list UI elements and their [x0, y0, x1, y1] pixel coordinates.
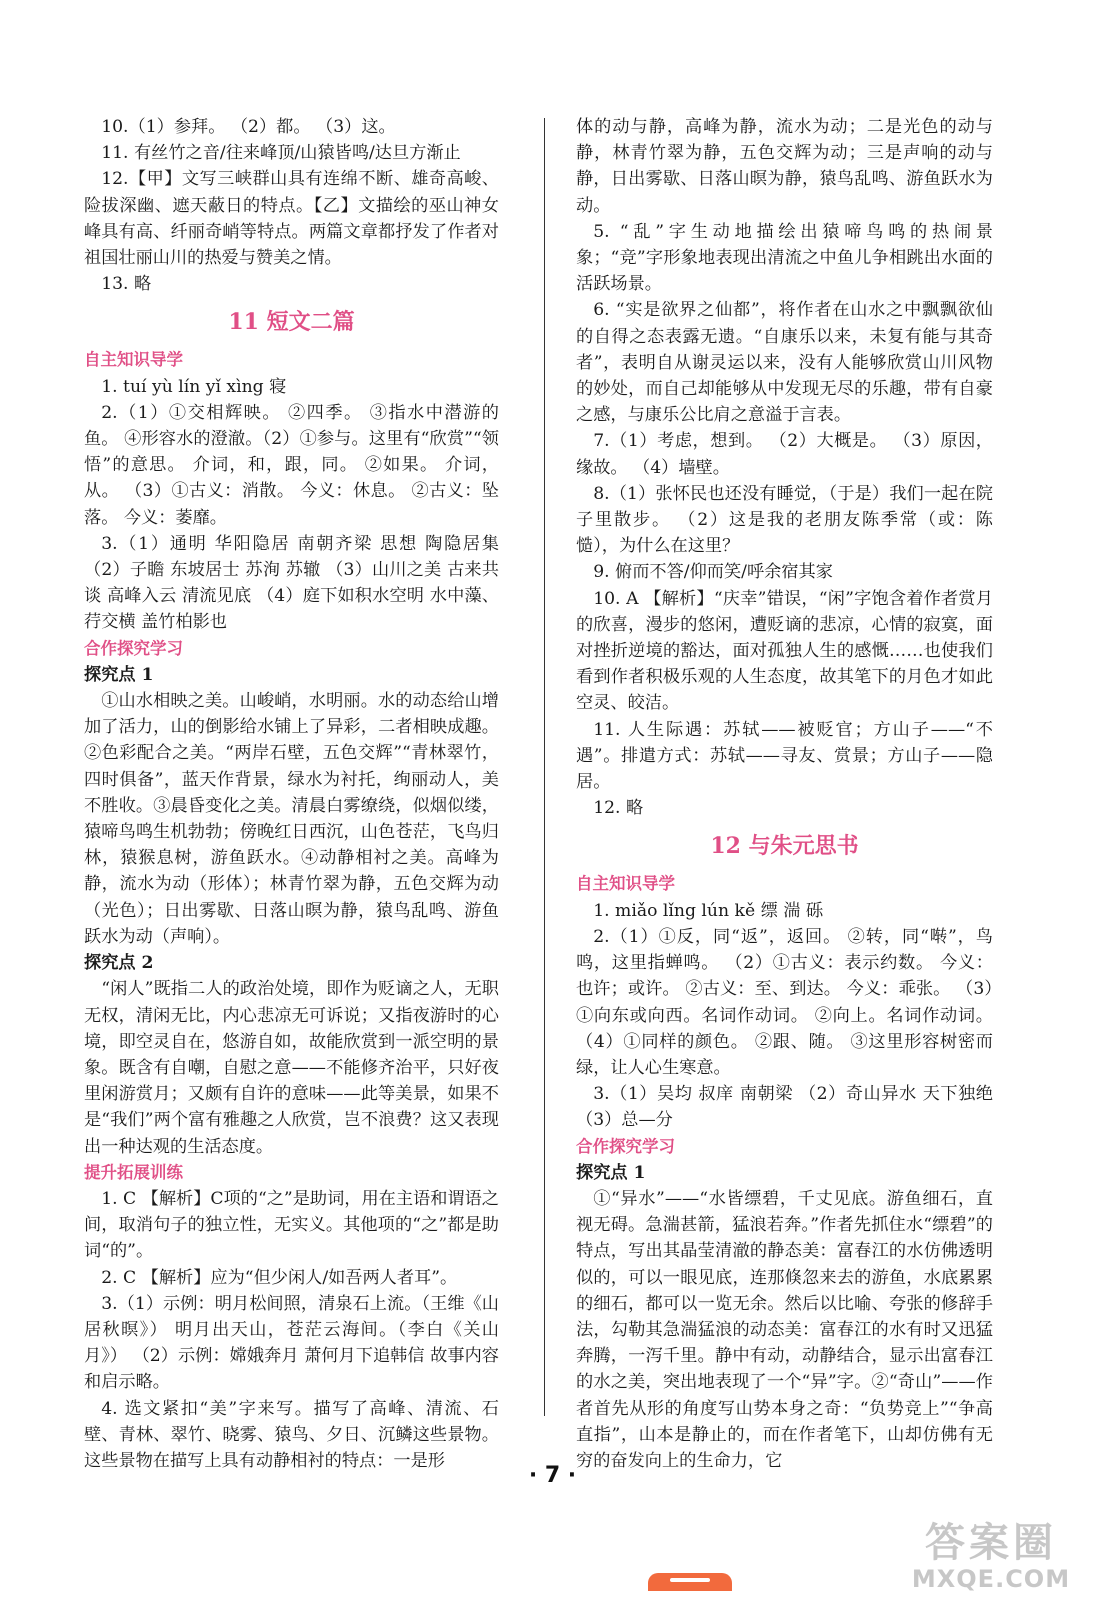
extend-answer-4: 4. 选文紧扣“美”字来写。描写了高峰、清流、石壁、青林、翠竹、晓雾、猿鸟、夕日、沉鳞这些景物。这些景物在描写上具有动静相衬的特点：一是形 — [84, 1398, 499, 1471]
answer-10: 10.（1）参拜。 （2）都。 （3）这。 — [101, 117, 396, 137]
explore-point-1-heading: 探究点 1 — [576, 1162, 646, 1183]
footer-decoration — [648, 1573, 732, 1591]
right-column — [576, 114, 993, 1474]
answer-6: 6. “实是欲界之仙都”，将作者在山水之中飘飘欲仙的自得之态表露无遗。“自康乐以来，未复有能与其奇者”，表明自从谢灵运以来，没有人能够欣赏山川风物的妙处，而自己却能够从中发现无尽的乐趣，带有自豪之感，与康乐公比肩之意溢于言表。 — [576, 300, 993, 426]
section-heading-extend: 提升拓展训练 — [84, 1162, 183, 1182]
extend-answer-3: 3.（1）示例：明月松间照，清泉石上流。（王维《山居秋暝》） 明月出天山，苍茫云海间。（李白《关山月》） （2）示例：嫦娥奔月 萧何月下追韩信 故事内容和启示略。 — [84, 1293, 499, 1393]
section-heading-guide: 自主知识导学 — [84, 350, 183, 370]
lesson-title-12: 12 与朱元思书 — [710, 833, 859, 860]
explore-point-1-body: ①山水相映之美。山峻峭，水明丽。水的动态给山增加了活力，山的倒影给水铺上了异彩，二者相映成趣。②色彩配合之美。“两岸石壁，五色交辉”“青林翠竹，四时俱备”，蓝天作背景，绿水为衬托，绚丽动人，美不胜收。③晨昏变化之美。清晨白雾缭绕，似烟似缕，猿啼鸟鸣生机勃勃；傍晚红日西沉，山色苍茫，飞鸟归林，猿猴息树，游鱼跃水。④动静相衬之美。高峰为静，流水为动（形体）；林青竹翠为静，五色交辉为动（光色）；日出雾歇、日落山暝为静，猿鸟乱鸣、游鱼跃水为动（声响）。 — [84, 691, 499, 947]
answer-12: 12. 略 — [593, 798, 644, 819]
left-column — [84, 114, 499, 1474]
guide-answer-1: 1. tuí yù lín yǐ xìng 寝 — [101, 376, 287, 397]
extend-answer-2: 2. C 【解析】应为“但少闲人/如吾两人者耳”。 — [101, 1267, 458, 1288]
guide-answer-3: 3.（1）吴均 叔庠 南朝梁 （2）奇山异水 天下独绝 （3）总—分 — [576, 1084, 993, 1131]
answer-13: 13. 略 — [101, 274, 152, 295]
extend-answer-1: 1. C 【解析】C项的“之”是助词，用在主语和谓语之间，取消句子的独立性，无实义。其他项的“之”都是助词“的”。 — [84, 1188, 499, 1262]
explore-point-2-heading: 探究点 2 — [84, 953, 154, 974]
explore-point-1-heading: 探究点 1 — [84, 664, 154, 685]
answer-10: 10. A 【解析】“庆幸”错误，“闲”字饱含着作者赏月的欣喜，漫步的悠闲，遭贬谪的悲凉，心情的寂寞，面对挫折逆境的豁达，面对孤独人生的感慨……也使我们看到作者积极乐观的人生态度，故其笔下的月色才如此空灵、皎洁。 — [576, 588, 993, 714]
answer-7: 7.（1）考虑，想到。 （2）大概是。 （3）原因，缘故。 （4）墙壁。 — [576, 431, 993, 478]
section-heading-guide: 自主知识导学 — [576, 874, 675, 894]
section-heading-explore: 合作探究学习 — [84, 638, 183, 658]
guide-answer-2: 2.（1）①反，同“返”，返回。 ②转，同“啭”，鸟鸣，这里指蝉鸣。 （2）①古义：表示约数。 今义：也许；或许。 ②古义：至、到达。 今义：乖张。 （3）①向东或向西。名词作动词。 ②向上。名词作动词。 （4）①同样的颜色。 ②跟、随。 ③这里形容树密而绿，让人心生寒意。 — [576, 926, 993, 1078]
answer-5: 5. “乱”字生动地描绘出猿啼鸟鸣的热闹景象；“竞”字形象地表现出清流之中鱼儿争相跳出水面的活跃场景。 — [576, 221, 993, 295]
watermark-text: 答案圈 — [925, 1520, 1057, 1566]
watermark-logo — [893, 1520, 1089, 1592]
page-number: · 7 · — [528, 1463, 577, 1488]
answer-8: 8.（1）张怀民也还没有睡觉，（于是）我们一起在院子里散步。 （2）这是我的老朋友陈季常（或：陈慥），为什么在这里？ — [576, 483, 993, 557]
guide-answer-1: 1. miǎo lǐng lún kě 缥 湍 砾 — [593, 900, 824, 921]
answer-9: 9. 俯而不答/仰而笑/呼余宿其家 — [593, 562, 833, 583]
guide-answer-2: 2.（1）①交相辉映。 ②四季。 ③指水中潜游的鱼。 ④形容水的澄澈。（2）①参与。这里有“欣赏”“领悟”的意思。 介词，和，跟，同。 ②如果。 介词，从。 （3）①古义：消散。 今义：休息。 ②古义：坠落。 今义：萎靡。 — [84, 402, 499, 528]
explore-point-2-body: “闲人”既指二人的政治处境，即作为贬谪之人，无职无权，清闲无比，内心悲凉无可诉说；又指夜游时的心境，即空灵自在，悠游自如，故能欣赏到一派空明的景象。既含有自嘲，自慰之意——不能修齐治平，只好夜里闲游赏月；又颇有自许的意味——此等美景，如果不是“我们”两个富有雅趣之人欣赏，岂不浪费？这又表现出一种达观的生活态度。 — [84, 979, 499, 1157]
answer-12: 12.【甲】文写三峡群山具有连绵不断、雄奇高峻、险拔深幽、遮天蔽日的特点。【乙】文描绘的巫山神女峰具有高、纤丽奇峭等特点。两篇文章都抒发了作者对祖国壮丽山川的热爱与赞美之情。 — [84, 169, 499, 269]
explore-point-1-body: ①“异水”——“水皆缥碧，千丈见底。游鱼细石，直视无碍。急湍甚箭，猛浪若奔。”作者先抓住水“缥碧”的特点，写出其晶莹清澈的静态美：富春江的水仿佛透明似的，可以一眼见底，连那倏忽来去的游鱼，水底累累的细石，都可以一览无余。然后以比喻、夸张的修辞手法，勾勒其急湍猛浪的动态美：富春江的水有时又迅猛奔腾，一泻千里。静中有动，动静结合，显示出富春江的水之美，突出地表现了一个“异”字。②“奇山”——作者首先从形的角度写山势本身之奇：“负势竞上”“争高直指”，山本是静止的，而在作者笔下，山却仿佛有无穷的奋发向上的生命力，它 — [576, 1188, 993, 1471]
answer-11: 11. 人生际遇：苏轼——被贬官；方山子——“不遇”。排遣方式：苏轼——寻友、赏景；方山子——隐居。 — [576, 719, 993, 793]
column-divider — [544, 118, 545, 1416]
watermark-url: MXQE.COM — [911, 1565, 1071, 1593]
guide-answer-3: 3.（1）通明 华阳隐居 南朝齐梁 思想 陶隐居集 （2）子瞻 东坡居士 苏洵 苏辙 （3）山川之美 古来共谈 高峰入云 清流见底 （4）庭下如积水空明 水中藻、荇交横 盖竹柏影也 — [84, 533, 499, 633]
section-heading-explore: 合作探究学习 — [576, 1136, 675, 1156]
answer-11: 11. 有丝竹之音/往来峰顶/山猿皆鸣/达旦方渐止 — [101, 143, 461, 164]
lesson-title-11: 11 短文二篇 — [228, 309, 355, 336]
answer-4-continued: 体的动与静，高峰为静，流水为动；二是光色的动与静，林青竹翠为静，五色交辉为动；三是声响的动与静，日出雾歇、日落山暝为静，猿鸟乱鸣、游鱼跃水为动。 — [576, 117, 993, 216]
